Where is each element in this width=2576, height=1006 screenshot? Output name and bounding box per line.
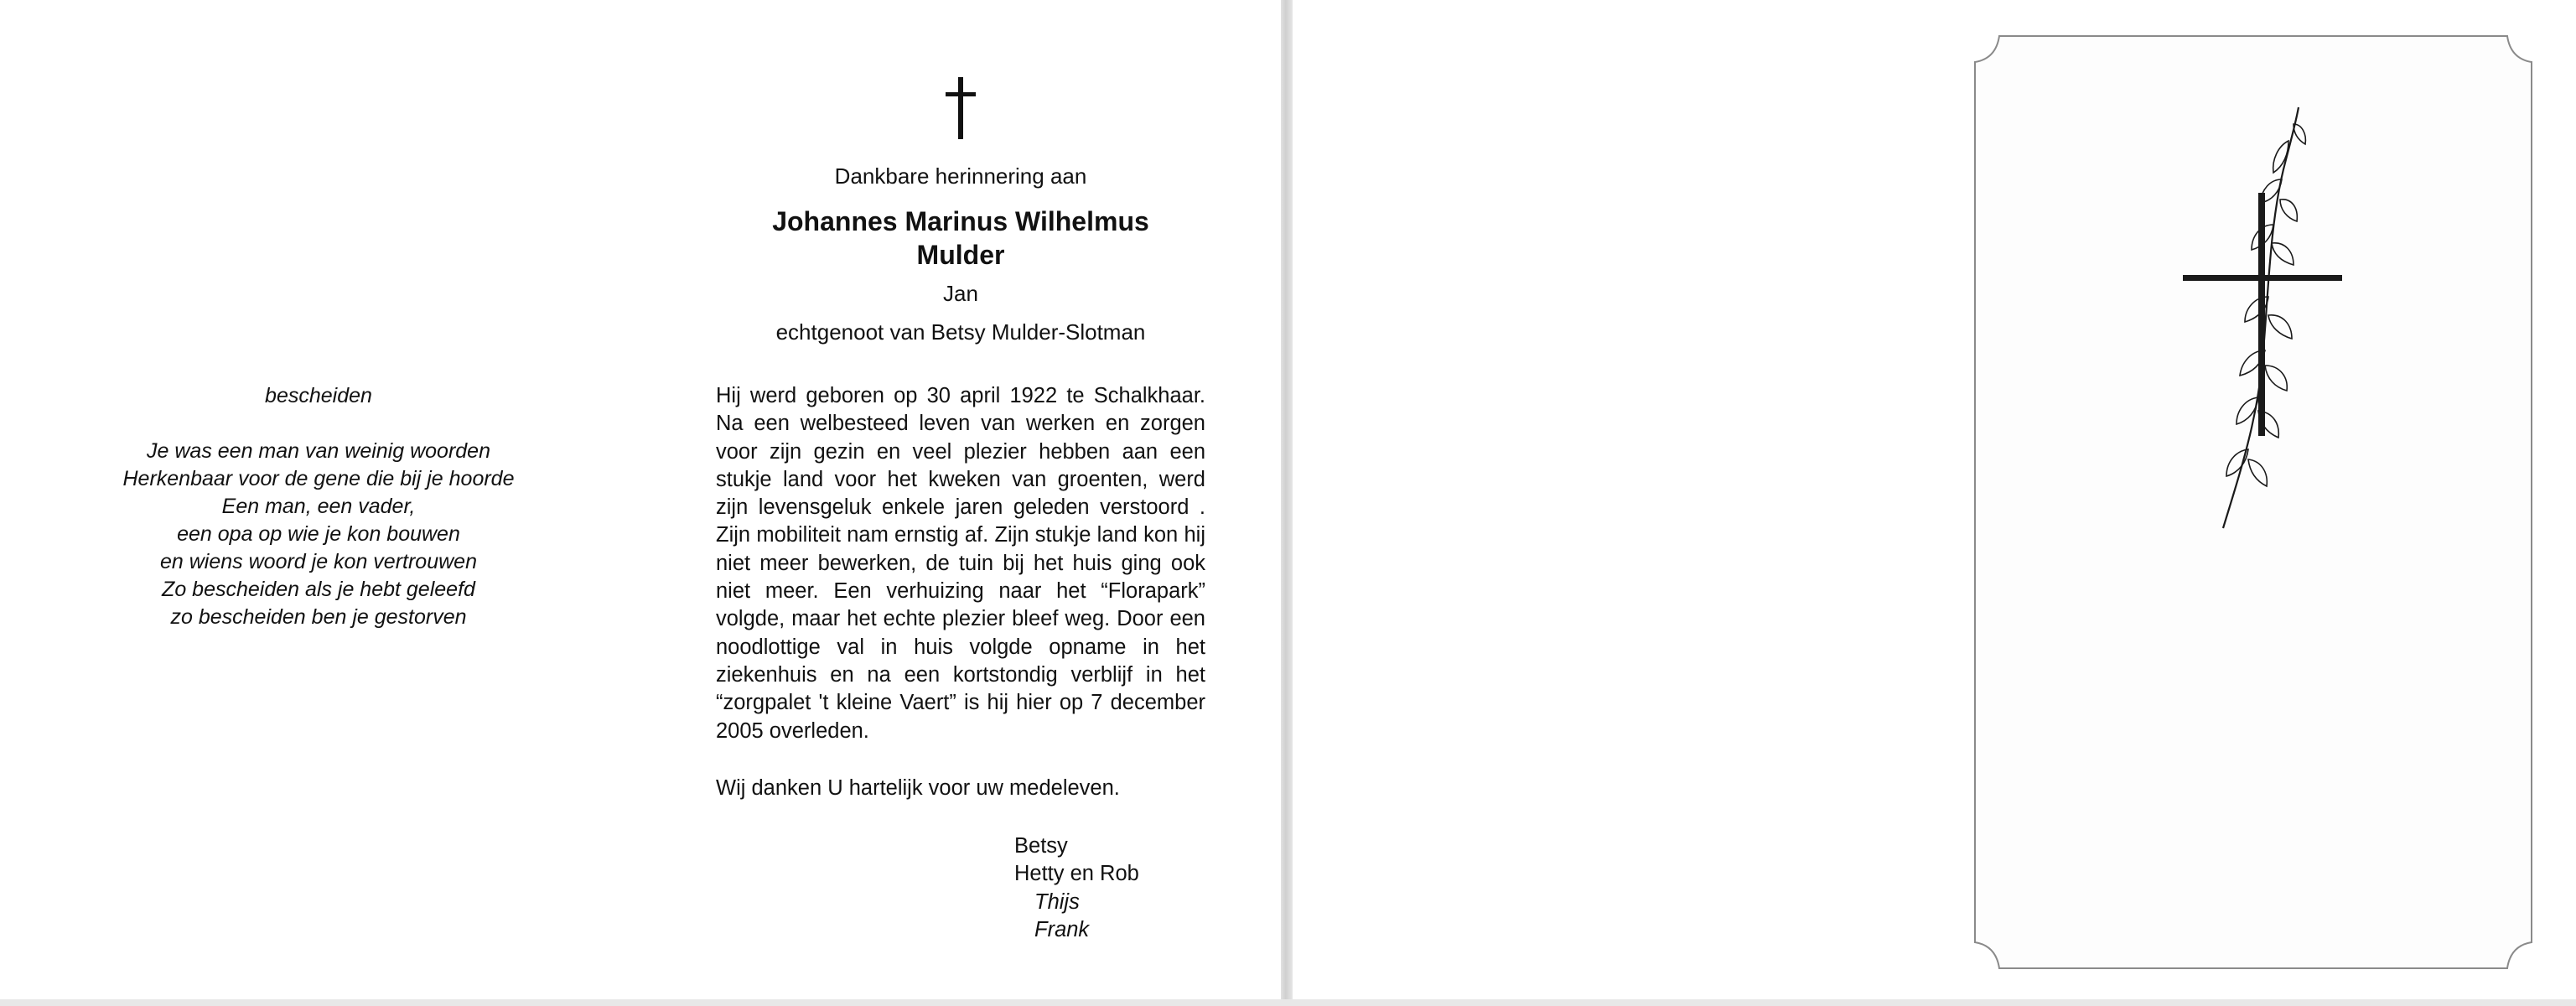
spouse-text: echtgenoot van Betsy Mulder-Slotman [775,319,1146,345]
poem-line: Een man, een vader, [221,495,416,518]
card-fold [1281,0,1293,999]
deceased-name-line: Mulder [916,240,1005,270]
poem-line: en wiens woord je kon vertrouwen [160,550,477,573]
grandchild-name: Frank [1034,917,1090,941]
family-name: Betsy [1014,834,1068,858]
poem-line: zo bescheiden ben je gestorven [170,605,467,629]
poem-line: Je was een man van weinig woorden [147,439,490,463]
scan-bottom-edge [0,999,2576,1006]
signoff [1014,832,1139,944]
poem [84,382,553,631]
family-name: Hetty en Rob [1014,862,1139,886]
poem-line: Zo bescheiden als je hebt geleefd [162,578,475,601]
nickname: Jan [943,281,978,306]
cross-with-branch-icon [2171,99,2356,535]
cross-icon [941,77,981,139]
memorial-header [709,161,1212,347]
deceased-name [709,205,1212,272]
deceased-name-line: Johannes Marinus Wilhelmus [772,206,1149,236]
thanks-text: Wij danken U hartelijk voor uw medeleven. [716,776,1120,800]
poem-title: bescheiden [265,384,372,407]
poem-line: een opa op wie je kon bouwen [177,522,460,546]
intro-text: Dankbare herinnering aan [834,163,1087,189]
biography-text: Hij werd geboren op 30 april 1922 te Schalkhaar. Na een welbesteed leven van werken en zorgen voor zijn gezin en veel plezier hebben aan een stukje land voor het kweken van groenten, werd zijn levensgeluk enkele jaren geleden verstoord . Zijn mobiliteit nam ernstig af. Zijn stukje land kon hij niet meer bewerken, de tuin bij het huis ging ook niet meer. Een verhuizing naar het “Florapark” volgde, maar het echte plezier bleef weg. Door een noodlottige val in huis volgde opname in het ziekenhuis en na een kortstondig verblijf in het “zorgpalet 't kleine Vaert” is hij hier op 7 december 2005 overleden. [716,384,1205,743]
poem-line: Herkenbaar voor de gene die bij je hoorde [122,467,515,490]
grandchild-name: Thijs [1034,889,1080,914]
